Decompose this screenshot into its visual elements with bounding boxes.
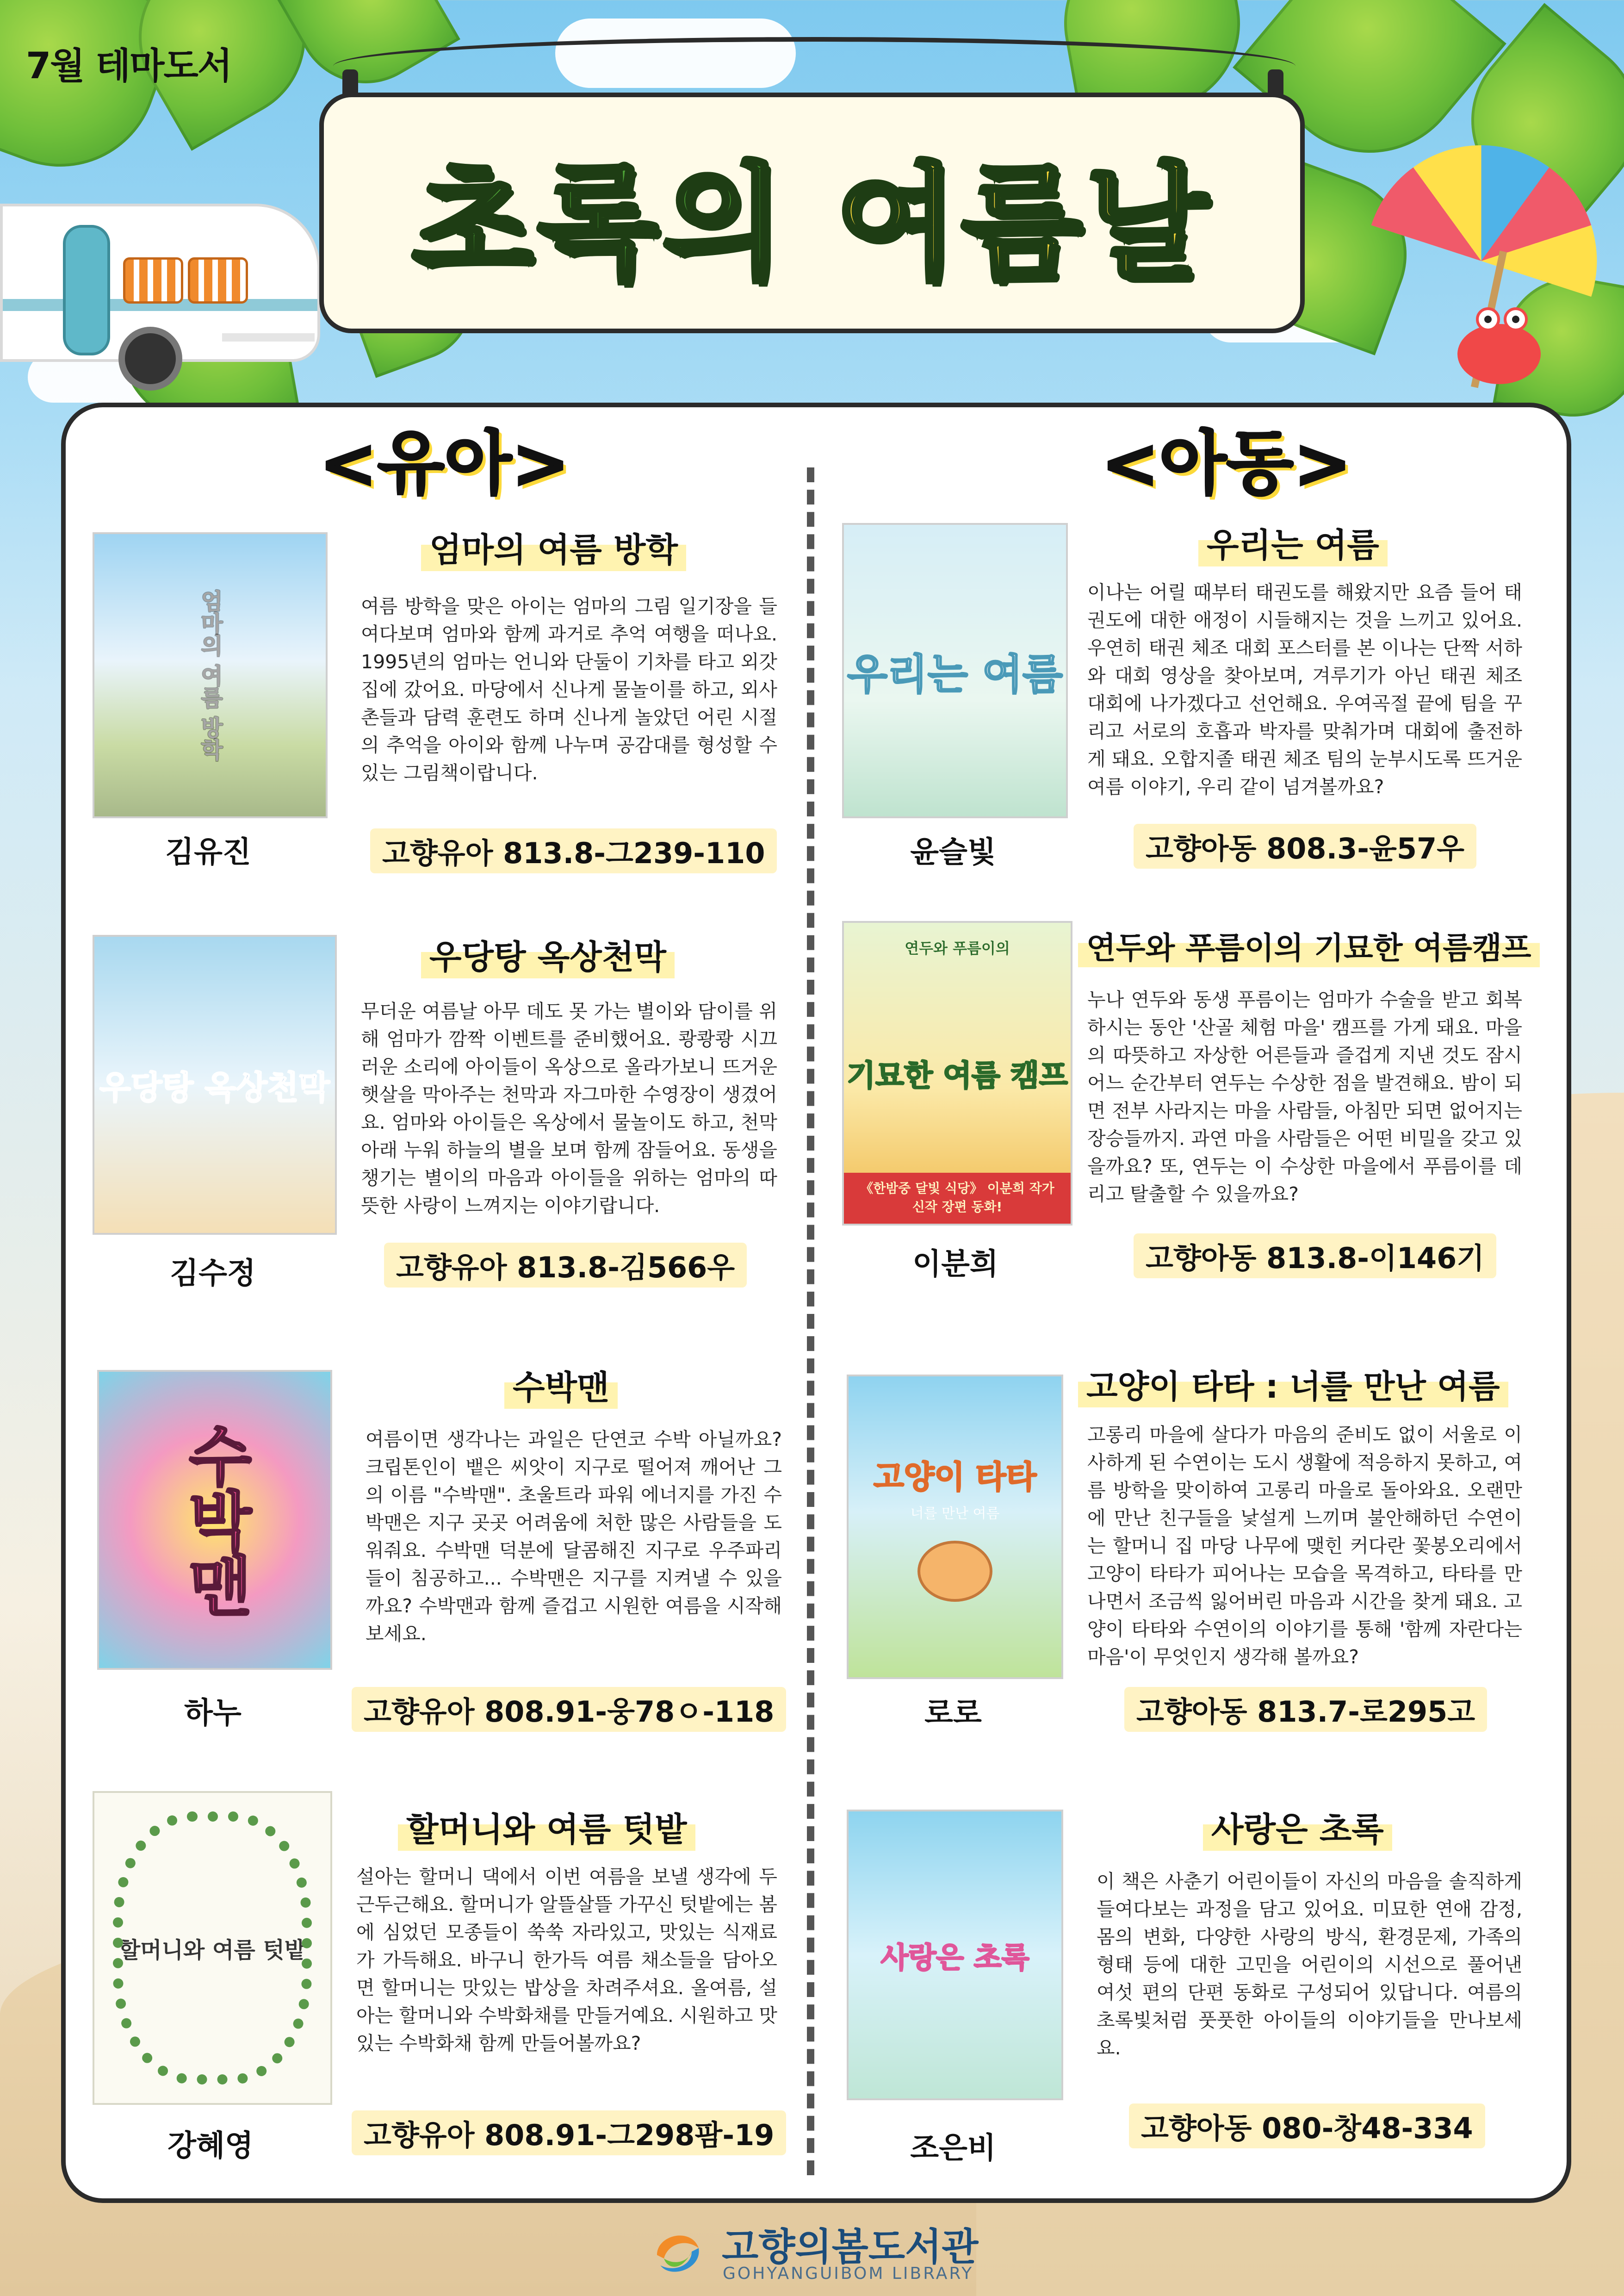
cover-title: 엄마의 여름 방학 (197, 590, 223, 761)
book-description: 누나 연두와 동생 푸름이는 엄마가 수술을 받고 회복하시는 동안 '산골 체험 마을' 캠프를 가게 돼요. 마을의 따뜻하고 자상한 어른들과 즐겁게 지낸 것도 잠시 어느 순간부터 연두는 수상한 점을 발견해요. 밤이 되면 전부 사라지는 마을 사람들, 아침만 되면 없어지는 장승들까지. 과연 마을 사람들은 어떤 비밀을 갖고 있을까요? 또, 연두는 이 수상한 마을에서 푸름이를 데리고 탈출할 수 있을까요? (1087, 989, 1522, 1205)
column-divider (807, 467, 814, 2175)
library-logo-icon (643, 2217, 713, 2286)
book-cover (842, 523, 1068, 818)
cover-bottom-banner: 《한밤중 달빛 식당》 이분희 작가 신작 장편 동화! (844, 1173, 1071, 1224)
book-title: 고양이 타타 : 너를 만난 여름 (1078, 1361, 1508, 1407)
cover-title: 우리는 여름 (847, 650, 1063, 699)
library-name: 고향의봄도서관 (722, 2225, 979, 2269)
caravan-window (123, 257, 183, 304)
book-author: 로로 (924, 1696, 982, 1730)
book-author: 김유진 (165, 835, 251, 870)
book-cover (842, 921, 1072, 1226)
call-number: 고향유아 813.8-그239-110 (370, 828, 777, 873)
book-title: 엄마의 여름 방학 (421, 523, 686, 571)
book-title: 할머니와 여름 텃밭 (398, 1803, 695, 1851)
book-description: 여름이면 생각나는 과일은 단연코 수박 아닐까요? 크립톤인이 뱉은 씨앗이 지구로 떨어져 깨어난 그의 이름 "수박맨". 초울트라 파워 에너지를 가진 수박맨은 지구 곳곳 어려움에 처한 많은 사람들을 도워줘요. 수박맨 덕분에 달콤해진 지구로 우주파리들이 침공하고... 수박맨은 지구를 지켜낼 수 있을까요? 수박맨과 함께 즐겁고 시원한 여름을 시작해보세요. (366, 1428, 782, 1645)
section-title-infant: <유아> (319, 423, 570, 504)
library-footer (643, 2212, 995, 2286)
caravan-door (63, 225, 110, 355)
book-description: 여름 방학을 맞은 아이는 엄마의 그림 일기장을 들여다보며 엄마와 함께 과거로 추억 여행을 떠나요. 1995년의 엄마는 언니와 단둘이 기차를 타고 외갓집에 갔어요. 마당에서 신나게 물놀이를 하고, 외사촌들과 담력 훈련도 하며 신나게 놀았던 어린 시절의 추억을 아이와 함께 나누며 공감대를 형성할 수 있는 그림책이랍니다. (361, 595, 777, 784)
library-english-name: GOHYANGUIBOM LIBRARY (723, 2264, 974, 2283)
cover-top-text: 연두와 푸름이의 (905, 940, 1010, 957)
title-yellow-part: 여름날 (836, 150, 1212, 296)
book-description: 고롱리 마을에 살다가 마음의 준비도 없이 서울로 이사하게 된 수연이는 도시 생활에 적응하지 못하고, 여름 방학을 맞이하여 고롱리 마을로 돌아와요. 오랜만에 만난 친구들을 낯설게 느끼며 불안해하던 수연이는 할머니 집 마당 나무에 맺힌 커다란 꽃봉오리에서 고양이 타타가 피어나는 모습을 목격하고, 타타를 만나면서 조금씩 잃어버린 마음과 시간을 찾게 돼요. 고양이 타타와 수연이의 이야기를 통해 '함께 자란다는 마음'이 무엇인지 생각해 볼까요? (1087, 1424, 1522, 1668)
book-description: 이 책은 사춘기 어린이들이 자신의 마음을 솔직하게 들여다보는 과정을 담고 있어요. 미묘한 연애 감정, 몸의 변화, 다양한 사랑의 방식, 환경문제, 가족의 형태 등에 대한 고민을 어린이의 시선으로 풀어낸 여섯 편의 단편 동화로 구성되어 있답니다. 여름의 초록빛처럼 풋풋한 아이들의 이야기들을 만나보세요. (1097, 1870, 1522, 2059)
book-title: 수박맨 (504, 1361, 618, 1409)
call-number: 고향아동 080-창48-334 (1129, 2103, 1485, 2148)
book-description: 무더운 여름날 아무 데도 못 가는 별이와 담이를 위해 엄마가 깜짝 이벤트를 준비했어요. 쾅쾅쾅 시끄러운 소리에 아이들이 옥상으로 올라가보니 뜨거운 햇살을 막아주는 천막과 자그마한 수영장이 생겼어요. 엄마와 아이들은 옥상에서 물놀이도 하고, 천막 아래 누워 하늘의 별을 보며 함께 잠들어요. 동생을 챙기는 별이의 마음과 아이들을 위하는 엄마의 따뜻한 사랑이 느껴지는 이야기랍니다. (361, 1000, 777, 1217)
call-number: 고향유아 808.91-웅78ㅇ-118 (352, 1687, 786, 1732)
book-cover (93, 935, 337, 1235)
book-author: 조은비 (910, 2131, 996, 2165)
cover-title: 사랑은 초록 (880, 1940, 1029, 1974)
book-cover (847, 1375, 1063, 1679)
crab-eye (1476, 307, 1500, 331)
crab-icon (1457, 324, 1541, 384)
picnic-table (222, 333, 315, 342)
title-green-part: 초록 (412, 150, 663, 296)
cover-title: 할머니와 여름 텃밭 (118, 1937, 306, 1963)
title-banner (319, 93, 1305, 333)
caravan-wheel (118, 327, 182, 391)
book-author: 윤슬빛 (910, 835, 996, 870)
month-tag: 7월 테마도서 (26, 45, 232, 87)
book-author: 이분희 (912, 1247, 998, 1282)
book-title: 우리는 여름 (1198, 518, 1388, 566)
book-title: 연두와 푸름이의 기묘한 여름캠프 (1078, 923, 1540, 967)
book-cover (93, 1791, 332, 2105)
book-description: 이나는 어릴 때부터 태권도를 해왔지만 요즘 들어 태권도에 대한 애정이 시들해지는 것을 느끼고 있어요. 우연히 태권 체조 대회 포스터를 본 이나는 단짝 서하와 대회 영상을 찾아보며, 겨루기가 아닌 태권 체조 대회에 나가겠다고 선언해요. 우여곡절 끝에 팀을 꾸리고 서로의 호흡과 박자를 맞춰가며 대회에 출전하게 돼요. 오합지졸 태권 체조 팀의 눈부시도록 뜨거운 여름 이야기, 우리 같이 넘겨볼까요? (1087, 581, 1522, 798)
call-number: 고향아동 813.7-로295고 (1124, 1687, 1487, 1732)
book-author: 김수정 (170, 1257, 256, 1291)
book-description: 설아는 할머니 댁에서 이번 여름을 보낼 생각에 두근두근해요. 할머니가 알뜰살뜰 가꾸신 텃밭에는 봄에 심었던 모종들이 쑥쑥 자라있고, 맛있는 식재료가 가득해요. 바구니 한가득 여름 채소들을 담아오면 할머니는 맛있는 밥상을 차려주셔요. 올여름, 설아는 할머니와 수박화채를 만들거예요. 시원하고 맛있는 수박화채 함께 만들어볼까요? (356, 1866, 777, 2054)
cover-title: 기묘한 여름 캠프 (847, 1059, 1068, 1093)
section-title-child: <아동> (1101, 423, 1352, 504)
book-title: 사랑은 초록 (1203, 1803, 1392, 1851)
caravan-window (188, 257, 248, 304)
cover-subtitle: 너를 만난 여름 (910, 1505, 1000, 1522)
title-middle-part: 의 (663, 150, 836, 296)
page-title (412, 123, 1212, 303)
crab-eye (1504, 307, 1528, 331)
book-cover (97, 1370, 332, 1670)
cover-title: 고양이 타타 (873, 1459, 1037, 1496)
cover-vine-wreath (113, 1811, 312, 2084)
book-cover (847, 1810, 1063, 2100)
book-author: 강혜영 (167, 2129, 254, 2163)
book-author: 하누 (184, 1696, 242, 1730)
cover-title: 수박맨 (177, 1423, 253, 1617)
cover-title: 우당탕 옥상천막 (99, 1068, 330, 1107)
call-number: 고향유아 813.8-김566우 (384, 1243, 747, 1288)
call-number: 고향아동 813.8-이146기 (1134, 1233, 1496, 1278)
book-cover (93, 532, 328, 818)
call-number: 고향아동 808.3-윤57우 (1134, 824, 1476, 869)
cat-icon (917, 1541, 992, 1602)
call-number: 고향유아 808.91-그298팜-19 (352, 2110, 786, 2155)
book-title: 우당탕 옥상천막 (421, 930, 675, 978)
